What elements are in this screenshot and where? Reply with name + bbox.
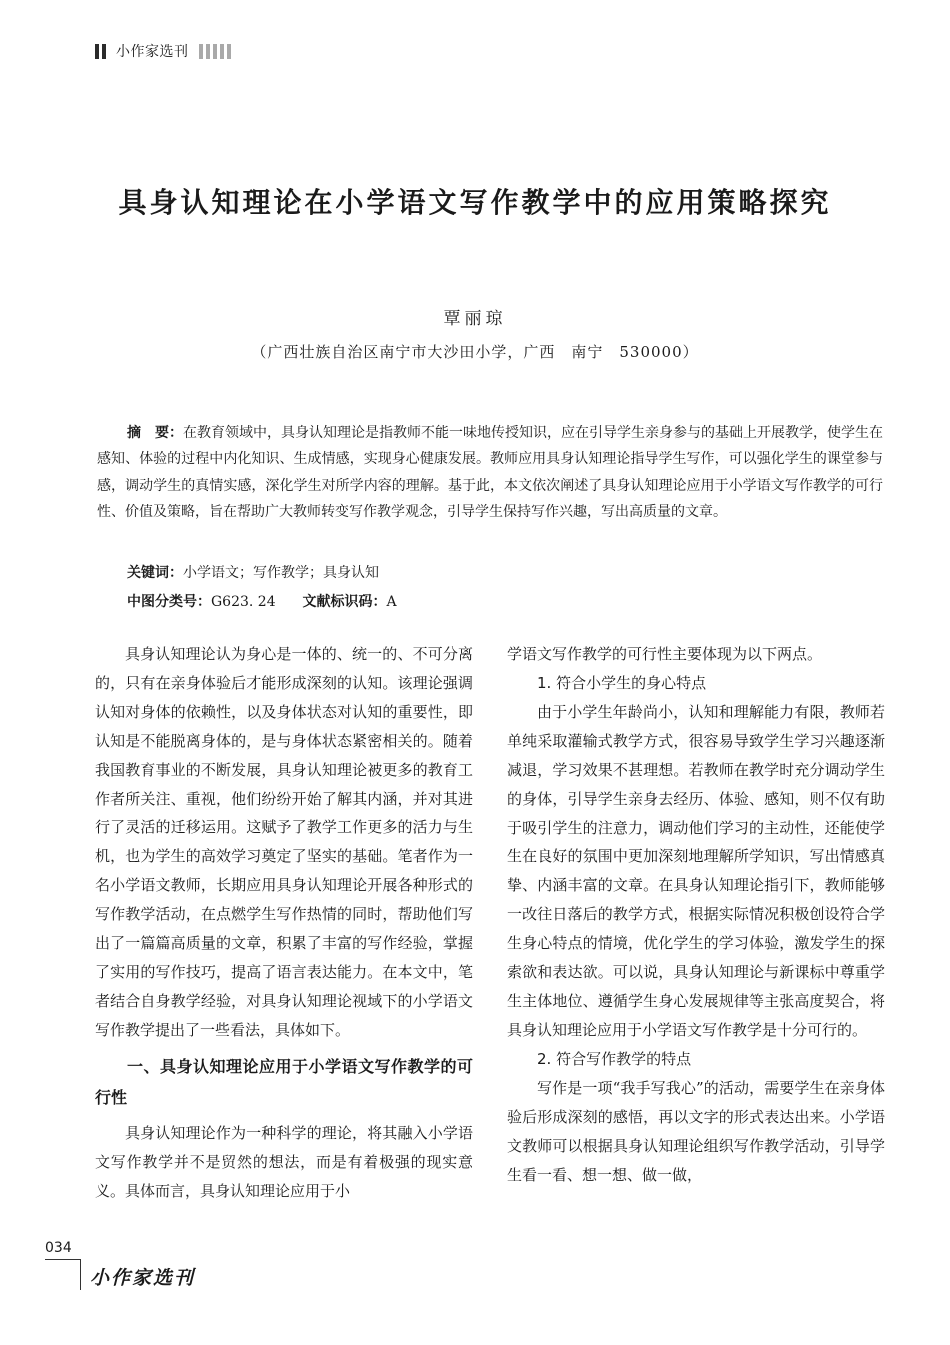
journal-name: 小作家选刊 [116,44,189,60]
doc-code-value: A [386,594,397,610]
author-name: 覃丽琼 [443,309,507,329]
body-paragraph: 具身认知理论认为身心是一体的、统一的、不可分离的，只有在亲身体验后才能形成深刻的认知。该理论强调认知对身体的依赖性，以及身体状态对认知的重要性，即认知是不能脱离身体的，是与身体状态紧密相关的。随着我国教育事业的不断发展，具身认知理论被更多的教育工作者所关注、重视，他们纷纷开始了解其内涵，并对其进行了灵活的迁移运用。这赋予了教学工作更多的活力与生机，也为学生的高效学习奠定了坚实的基础。笔者作为一名小学语文教师，长期应用具身认知理论开展各种形式的写作教学活动，在点燃学生写作热情的同时，帮助他们写出了一篇篇高质量的文章，积累了丰富的写作经验，掌握了实用的写作技巧，提高了语言表达能力。在本文中，笔者结合自身教学经验，对具身认知理论视域下的小学语文写作教学提出了一些看法，具体如下。 [95,645,473,1039]
keywords-text: 小学语文；写作教学；具身认知 [183,565,379,581]
doc-code-label: 文献标识码： [302,594,387,610]
article-title: 具身认知理论在小学语文写作教学中的应用策略探究 [118,186,832,219]
subsection-heading-1: 1. 符合小学生的身心特点 [537,673,707,692]
abstract [97,420,883,525]
left-column [95,640,473,1205]
body-paragraph: 学语文写作教学的可行性主要体现为以下两点。 [507,645,823,663]
classification-label: 中图分类号： [127,594,211,610]
body-paragraph: 具身认知理论作为一种科学的理论，将其融入小学语文写作教学并不是贸然的想法，而是有着极强的现实意义。具体而言，具身认知理论应用于小 [95,1123,473,1200]
header-bars-right [199,44,231,59]
header-bars-left [95,44,106,59]
subsection-heading-2: 2. 符合写作教学的特点 [537,1049,692,1068]
keywords-line [127,562,379,582]
body-paragraph: 写作是一项“我手写我心”的活动，需要学生在亲身体验后形成深刻的感悟，再以文字的形式表达出来。小学语文教师可以根据具身认知理论组织写作教学活动，引导学生看一看、想一想、做一做， [507,1078,885,1184]
author-affiliation: （广西壮族自治区南宁市大沙田小学，广西 南宁 530000） [251,343,699,361]
abstract-label: 摘 要： [127,425,183,441]
page-number: 034 [45,1240,72,1256]
classification-value: G623. 24 [211,594,276,610]
footer-rule-vertical [80,1259,81,1290]
abstract-text: 在教育领域中，具身认知理论是指教师不能一味地传授知识，应在引导学生亲身参与的基础上开展教学，使学生在感知、体验的过程中内化知识、生成情感，实现身心健康发展。教师应用具身认知理论指导学生写作，可以强化学生的课堂参与感，调动学生的真情实感，深化学生对所学内容的理解。基于此，本文依次阐述了具身认知理论应用于小学语文写作教学的可行性、价值及策略，旨在帮助广大教师转变写作教学观念，引导学生保持写作兴趣，写出高质量的文章。 [97,425,883,520]
classification-line [127,591,397,611]
section-heading-1: 一、具身认知理论应用于小学语文写作教学的可行性 [95,1056,473,1107]
running-header [95,41,231,61]
body-paragraph: 由于小学生年龄尚小，认知和理解能力有限，教师若单纯采取灌输式教学方式，很容易导致学生学习兴趣逐渐减退，学习效果不甚理想。若教师在教学时充分调动学生的身体，引导学生亲身去经历、体验、感知，则不仅有助于吸引学生的注意力，调动他们学习的主动性，还能使学生在良好的氛围中更加深刻地理解所学知识，写出情感真挚、内涵丰富的文章。在具身认知理论指引下，教师能够一改往日落后的教学方式，根据实际情况积极创设符合学生身心特点的情境，优化学生的学习体验，激发学生的探索欲和表达欲。可以说，具身认知理论与新课标中尊重学生主体地位、遵循学生身心发展规律等主张高度契合，将具身认知理论应用于小学语文写作教学是十分可行的。 [507,702,885,1039]
keywords-label: 关键词： [127,565,183,581]
right-column [507,640,885,1189]
footer-rule [45,1259,80,1260]
footer-journal-logo: 小作家选刊 [90,1267,196,1289]
